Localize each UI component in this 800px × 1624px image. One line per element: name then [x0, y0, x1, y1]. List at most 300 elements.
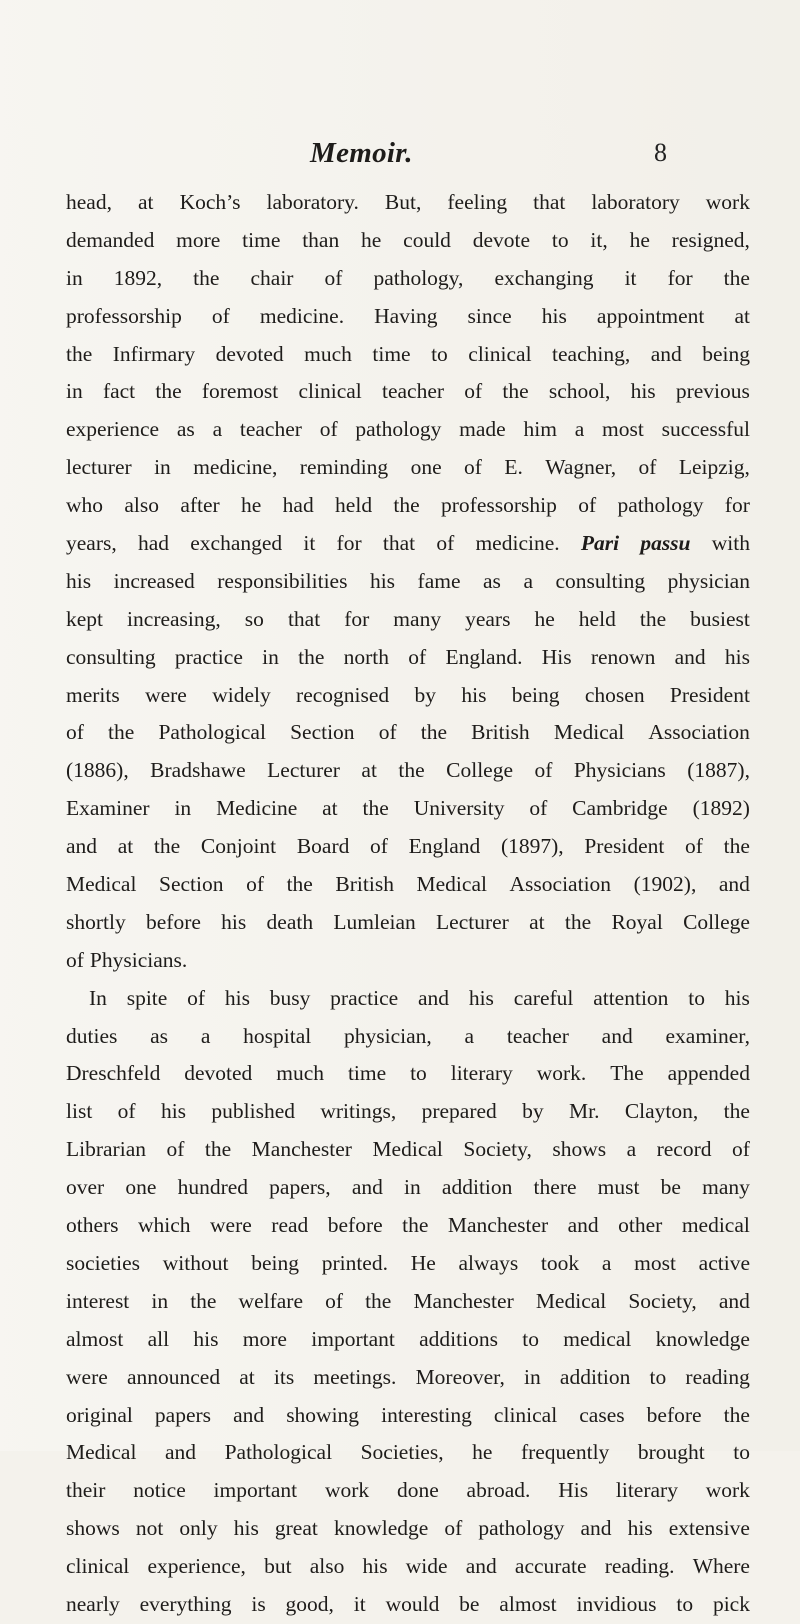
word: Royal — [611, 909, 663, 934]
word: professorship — [441, 493, 557, 518]
word: his — [224, 985, 250, 1010]
word: teaching, — [552, 341, 631, 366]
word: the — [420, 720, 448, 745]
word: done — [396, 1478, 439, 1503]
word: the — [190, 1288, 217, 1313]
word: Medical — [416, 872, 487, 897]
word: with — [711, 531, 750, 556]
word: appended — [667, 1061, 750, 1086]
word: cases — [579, 1402, 625, 1427]
word: pathology, — [373, 265, 464, 290]
word: the — [723, 834, 750, 859]
word: is — [251, 1591, 266, 1616]
body-text — [66, 184, 750, 1624]
word: Infirmary — [112, 341, 196, 366]
word: his — [160, 1099, 187, 1124]
word: increasing, — [127, 606, 221, 631]
word: lecturer — [66, 455, 132, 480]
word: a — [574, 417, 585, 442]
text-line — [66, 790, 750, 828]
word: devote — [472, 227, 531, 252]
word: papers — [154, 1402, 212, 1427]
word: medicine, — [193, 455, 278, 480]
word: addition — [559, 1364, 631, 1389]
word: reminding — [299, 455, 389, 480]
word: nearly — [66, 1591, 120, 1616]
word: addition — [441, 1175, 513, 1200]
word: Physicians — [573, 758, 666, 783]
word: careful — [513, 985, 574, 1010]
word: the — [365, 1288, 392, 1313]
word: resigned, — [671, 227, 750, 252]
word: (1902), — [633, 872, 697, 897]
word: laboratory. — [266, 190, 359, 214]
word: at — [239, 1364, 255, 1389]
word: Manchester — [251, 1137, 352, 1162]
word: physician, — [343, 1023, 432, 1048]
word: the — [639, 606, 667, 631]
word: more — [242, 1326, 287, 1351]
word: the — [362, 796, 389, 821]
word: widely — [212, 682, 271, 707]
word: of — [408, 644, 427, 669]
word: its — [273, 1364, 295, 1389]
word: medicine. — [259, 303, 345, 328]
text-line — [66, 260, 750, 298]
word: hospital — [243, 1023, 312, 1048]
word: others — [66, 1213, 119, 1238]
text-line — [66, 487, 750, 525]
word: prepared — [421, 1099, 497, 1124]
word: of — [325, 1288, 343, 1313]
word: Clayton, — [624, 1099, 699, 1124]
word: were — [66, 1364, 108, 1389]
word: to — [649, 1364, 667, 1389]
word: and — [164, 1440, 197, 1465]
word: important — [213, 1478, 298, 1503]
word: Librarian — [66, 1137, 146, 1162]
text-line — [66, 601, 750, 639]
text-line — [66, 980, 750, 1018]
word: demanded — [66, 227, 155, 252]
word: being — [251, 1250, 299, 1275]
word: invidious — [576, 1591, 657, 1616]
word: Physicians. — [89, 947, 188, 972]
word: for — [667, 265, 693, 290]
word: hundred — [177, 1175, 249, 1200]
word: than — [302, 227, 340, 252]
word: (1897), — [500, 834, 564, 859]
word: Medical — [66, 872, 137, 897]
word: over — [66, 1175, 105, 1200]
word: in — [154, 455, 171, 480]
word: his — [724, 644, 750, 669]
word: Cambridge — [572, 796, 668, 821]
word: and — [718, 1288, 750, 1313]
word: but — [264, 1554, 292, 1579]
word: welfare — [238, 1288, 303, 1313]
word: pathology — [478, 1516, 565, 1541]
word: But, — [384, 190, 422, 214]
word: him — [523, 417, 557, 442]
text-line — [66, 222, 750, 260]
text-line — [66, 714, 750, 752]
word: head, — [66, 190, 112, 214]
text-line — [66, 1207, 750, 1245]
word: reading. — [604, 1554, 675, 1579]
word: at — [734, 303, 750, 328]
word: chair — [250, 265, 294, 290]
word: which — [138, 1213, 191, 1238]
running-title: Memoir. — [310, 137, 413, 169]
word: of — [246, 872, 264, 897]
text-line — [66, 1169, 750, 1207]
word: before — [646, 1402, 702, 1427]
word: made — [459, 417, 506, 442]
word: at — [361, 758, 377, 783]
word: knowledge — [655, 1326, 750, 1351]
word: Lumleian — [333, 909, 416, 934]
text-line — [66, 1510, 750, 1548]
page-number: 8 — [654, 138, 667, 167]
word: In — [89, 985, 107, 1010]
text-line — [66, 1321, 750, 1359]
word: of — [187, 985, 206, 1010]
word: one — [410, 455, 442, 480]
word: exchanged — [190, 531, 283, 556]
word: Mr. — [569, 1099, 600, 1124]
word: the — [155, 379, 182, 404]
word: of — [732, 1137, 750, 1162]
word: also — [309, 1554, 345, 1579]
word: Section — [290, 720, 355, 745]
text-line — [66, 1586, 750, 1624]
word: literary — [615, 1478, 678, 1503]
text-line — [66, 904, 750, 942]
text-line — [66, 866, 750, 904]
word: and — [580, 1516, 612, 1541]
word: it — [353, 1591, 366, 1616]
word: since — [467, 303, 512, 328]
word: Dreschfeld — [66, 1061, 161, 1086]
word: published — [211, 1099, 295, 1124]
word: his — [461, 682, 487, 707]
word: interesting — [381, 1402, 472, 1427]
word: showing — [286, 1402, 360, 1427]
word: (1886), — [66, 758, 129, 783]
word: the — [153, 834, 181, 859]
word: The — [610, 1061, 644, 1086]
word: Koch’s — [179, 190, 241, 214]
word: devoted — [215, 341, 284, 366]
word: a — [464, 1023, 475, 1048]
text-line — [66, 639, 750, 677]
word: all — [147, 1326, 170, 1351]
italic-word: Pari — [580, 531, 620, 556]
word: also — [124, 493, 159, 518]
word: responsibilities — [217, 568, 348, 593]
word: increased — [113, 568, 195, 593]
word: Medical — [535, 1288, 607, 1313]
word: in — [174, 796, 192, 821]
text-line — [66, 752, 750, 790]
word: at — [529, 909, 545, 934]
word: merits — [66, 682, 120, 707]
word: medicine. — [475, 531, 560, 556]
word: the — [723, 265, 750, 290]
text-line — [66, 449, 750, 487]
word: without — [162, 1250, 229, 1275]
word: England. — [445, 644, 523, 669]
word: College — [446, 758, 513, 783]
word: of — [211, 303, 230, 328]
word: renown — [590, 644, 656, 669]
word: important — [311, 1326, 395, 1351]
word: and — [674, 644, 706, 669]
word: societies — [66, 1250, 141, 1275]
word: had — [137, 531, 170, 556]
text-line — [66, 1245, 750, 1283]
word: Where — [692, 1554, 750, 1579]
text-line — [66, 1093, 750, 1131]
word: original — [66, 1402, 133, 1427]
word: attention — [593, 985, 669, 1010]
word: his — [724, 985, 750, 1010]
word: His — [558, 1478, 589, 1503]
word: England — [408, 834, 481, 859]
word: one — [125, 1175, 157, 1200]
word: for — [336, 531, 362, 556]
word: the — [108, 720, 135, 745]
word: pathology — [617, 493, 704, 518]
word: previous — [675, 379, 750, 404]
word: Medicine — [216, 796, 298, 821]
word: a — [523, 568, 533, 593]
word: years — [465, 606, 511, 631]
word: everything — [139, 1591, 232, 1616]
word: Lecturer — [267, 758, 340, 783]
word: of — [370, 834, 388, 859]
word: College — [683, 909, 750, 934]
text-line — [66, 1472, 750, 1510]
word: announced — [126, 1364, 221, 1389]
word: in — [151, 1288, 169, 1313]
word: the — [502, 379, 529, 404]
word: abroad. — [466, 1478, 531, 1503]
word: British — [471, 720, 530, 745]
word: had — [282, 493, 314, 518]
word: British — [335, 872, 394, 897]
word: by — [522, 1099, 544, 1124]
word: work — [324, 1478, 370, 1503]
word: at — [117, 834, 134, 859]
word: Leipzig, — [678, 455, 750, 480]
word: and — [718, 872, 750, 897]
word: Societies, — [360, 1440, 444, 1465]
word: physician — [667, 568, 750, 593]
word: the — [298, 644, 325, 669]
word: extensive — [668, 1516, 750, 1541]
word: his — [221, 909, 247, 934]
word: writings, — [320, 1099, 397, 1124]
word: record — [656, 1137, 712, 1162]
word: clinical — [66, 1554, 130, 1579]
word: devoted — [184, 1061, 253, 1086]
word: he — [241, 493, 262, 518]
word: for — [344, 606, 370, 631]
word: practice — [330, 985, 399, 1010]
word: great — [274, 1516, 318, 1541]
running-header — [0, 133, 800, 173]
word: of — [464, 455, 482, 480]
word: the — [723, 1099, 750, 1124]
text-line — [66, 1434, 750, 1472]
word: as — [150, 1023, 169, 1048]
word: school, — [548, 379, 611, 404]
word: the — [286, 872, 313, 897]
word: consulting — [555, 568, 646, 593]
word: the — [564, 909, 592, 934]
word: of — [529, 796, 548, 821]
word: of — [378, 720, 397, 745]
word: printed. — [321, 1250, 388, 1275]
word: wide — [405, 1554, 448, 1579]
word: and — [465, 1554, 497, 1579]
word: their — [66, 1478, 106, 1503]
word: reading — [685, 1364, 750, 1389]
word: good, — [285, 1591, 334, 1616]
word: fact — [102, 379, 136, 404]
word: in — [66, 265, 83, 290]
word: active — [698, 1250, 750, 1275]
word: examiner, — [665, 1023, 750, 1048]
text-line — [66, 1397, 750, 1435]
word: north — [343, 644, 390, 669]
word: as — [483, 568, 501, 593]
word: be — [459, 1591, 480, 1616]
word: at — [322, 796, 338, 821]
word: shows — [552, 1137, 607, 1162]
word: Medical — [372, 1137, 443, 1162]
word: work. — [536, 1061, 587, 1086]
word: he — [472, 1440, 493, 1465]
word: his — [362, 1554, 388, 1579]
word: E. — [504, 455, 523, 480]
word: in — [66, 379, 83, 404]
word: that — [533, 190, 566, 214]
word: kept — [66, 606, 104, 631]
word: only — [179, 1516, 218, 1541]
word: in — [262, 644, 279, 669]
word: of — [324, 265, 343, 290]
word: frequently — [520, 1440, 610, 1465]
word: (1887), — [687, 758, 750, 783]
word: appointment — [596, 303, 705, 328]
word: Manchester — [413, 1288, 514, 1313]
word: as — [176, 417, 195, 442]
word: be — [660, 1175, 681, 1200]
text-line — [66, 1548, 750, 1586]
word: by — [414, 682, 437, 707]
word: University — [413, 796, 505, 821]
word: most — [634, 1250, 676, 1275]
word: held — [335, 493, 373, 518]
word: it, — [590, 227, 608, 252]
word: of — [166, 1137, 185, 1162]
word: to — [410, 1061, 427, 1086]
word: after — [180, 493, 220, 518]
word: before — [146, 909, 201, 934]
word: President — [584, 834, 665, 859]
word: of — [444, 1516, 463, 1541]
word: and — [567, 1213, 599, 1238]
word: of — [638, 455, 657, 480]
word: the — [204, 1137, 232, 1162]
word: medical — [563, 1326, 632, 1351]
word: Board — [296, 834, 350, 859]
word: held — [578, 606, 616, 631]
word: to — [688, 985, 705, 1010]
word: almost — [66, 1326, 124, 1351]
word: President — [669, 682, 750, 707]
word: death — [266, 909, 314, 934]
word: who — [66, 493, 104, 518]
word: must — [597, 1175, 640, 1200]
word: took — [540, 1250, 580, 1275]
word: busiest — [690, 606, 750, 631]
word: Bradshawe — [150, 758, 246, 783]
word: pick — [712, 1591, 750, 1616]
word: before — [327, 1213, 383, 1238]
text-line — [66, 525, 750, 563]
word: could — [403, 227, 451, 252]
word: would — [385, 1591, 440, 1616]
word: work — [705, 190, 750, 214]
text-line — [66, 411, 750, 449]
word: professorship — [66, 303, 182, 328]
word: other — [618, 1213, 663, 1238]
word: more — [176, 227, 221, 252]
word: experience, — [147, 1554, 246, 1579]
word: of — [66, 947, 84, 972]
word: that — [382, 531, 416, 556]
word: his — [66, 568, 92, 593]
word: feeling — [447, 190, 508, 214]
word: that — [287, 606, 321, 631]
word: and — [66, 834, 98, 859]
word: Medical — [553, 720, 625, 745]
word: teacher — [506, 1023, 569, 1048]
word: always — [458, 1250, 519, 1275]
word: many — [393, 606, 442, 631]
word: work — [705, 1478, 750, 1503]
word: his — [468, 985, 494, 1010]
word: a — [626, 1137, 637, 1162]
word: the — [66, 341, 93, 366]
text-line — [66, 1018, 750, 1056]
word: a — [200, 1023, 211, 1048]
word: successful — [661, 417, 750, 442]
word: spite — [126, 985, 168, 1010]
word: Pathological — [224, 1440, 333, 1465]
word: time — [347, 1061, 387, 1086]
word: papers, — [269, 1175, 331, 1200]
word: Conjoint — [200, 834, 277, 859]
word: 1892, — [113, 265, 163, 290]
word: the — [193, 265, 220, 290]
word: Medical — [66, 1440, 137, 1465]
word: the — [393, 493, 420, 518]
